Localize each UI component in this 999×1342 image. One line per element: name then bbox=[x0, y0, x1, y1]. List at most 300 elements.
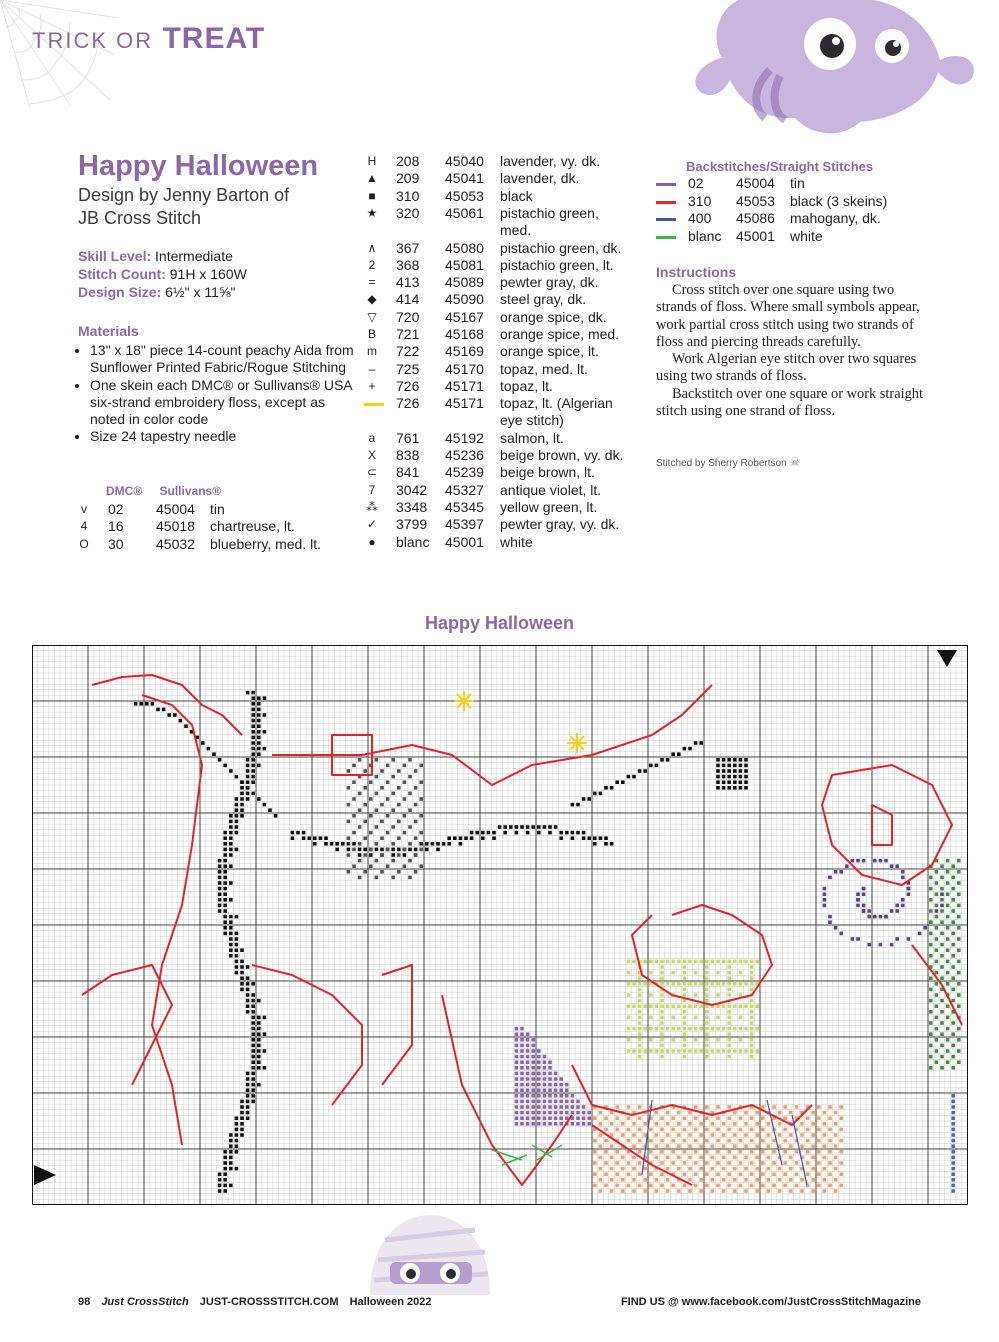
stitch-block bbox=[246, 1010, 250, 1014]
stitch-block bbox=[811, 1178, 815, 1182]
stitch-symbol: ⁂ bbox=[366, 500, 378, 514]
stitch-block bbox=[419, 864, 423, 868]
stitch-block bbox=[839, 932, 843, 936]
stitch-block bbox=[705, 1150, 709, 1154]
stitch-block bbox=[739, 960, 743, 964]
stitch-block bbox=[453, 836, 457, 840]
dmc-number: 30 bbox=[108, 535, 124, 552]
stitch-block bbox=[257, 696, 261, 700]
stitch-block bbox=[251, 1010, 255, 1014]
stitch-block bbox=[828, 876, 832, 880]
stitch-block bbox=[828, 1184, 832, 1188]
dmc-number: 3042 bbox=[396, 481, 428, 498]
stitch-block bbox=[526, 1122, 530, 1126]
stitch-block bbox=[162, 708, 166, 712]
stitch-block bbox=[649, 960, 653, 964]
stitch-block bbox=[531, 1060, 535, 1064]
stitch-block bbox=[358, 758, 362, 762]
stitch-block bbox=[660, 1172, 664, 1176]
stitch-block bbox=[694, 1049, 698, 1053]
color-name: orange spice, dk. bbox=[500, 308, 607, 325]
stitch-block bbox=[957, 904, 961, 908]
stitch-block bbox=[627, 1027, 631, 1031]
stitch-block bbox=[520, 1055, 524, 1059]
stitch-block bbox=[699, 1144, 703, 1148]
stitch-block bbox=[347, 870, 351, 874]
stitch-block bbox=[772, 1105, 776, 1109]
stitch-block bbox=[660, 1032, 664, 1036]
stitch-block bbox=[375, 758, 379, 762]
stitch-block bbox=[571, 1100, 575, 1104]
stitch-block bbox=[604, 836, 608, 840]
stitch-block bbox=[660, 993, 664, 997]
dmc-number: 725 bbox=[396, 360, 420, 377]
stitch-block bbox=[778, 1122, 782, 1126]
stitch-block bbox=[246, 1105, 250, 1109]
stitch-block bbox=[599, 1167, 603, 1171]
stitch-block bbox=[750, 1055, 754, 1059]
stitch-block bbox=[459, 836, 463, 840]
stitch-block bbox=[263, 803, 267, 807]
stitch-block bbox=[739, 1150, 743, 1154]
stitch-block bbox=[218, 876, 222, 880]
sullivans-number: 45053 bbox=[736, 192, 775, 209]
stitch-block bbox=[683, 747, 687, 751]
stitch-block bbox=[554, 1105, 558, 1109]
stitch-block bbox=[548, 1083, 552, 1087]
stitch-block bbox=[923, 926, 927, 930]
stitch-block bbox=[251, 741, 255, 745]
stitch-block bbox=[705, 1055, 709, 1059]
stitch-block bbox=[543, 1077, 547, 1081]
stitch-block bbox=[677, 1027, 681, 1031]
stitch-block bbox=[839, 1128, 843, 1132]
stitch-block bbox=[593, 1161, 597, 1165]
stitch-block bbox=[951, 1184, 955, 1188]
dmc-number: 02 bbox=[688, 175, 704, 191]
backstitch-color-line bbox=[656, 236, 676, 239]
cross-stitch-chart bbox=[32, 645, 968, 1205]
stitch-block bbox=[929, 887, 933, 891]
stitch-block bbox=[218, 758, 222, 762]
stitch-block bbox=[599, 792, 603, 796]
stitch-block bbox=[823, 1122, 827, 1126]
stitch-block bbox=[240, 1100, 244, 1104]
stitch-block bbox=[716, 971, 720, 975]
stitch-block bbox=[705, 965, 709, 969]
stitch-block bbox=[711, 1167, 715, 1171]
stitch-block bbox=[727, 764, 731, 768]
stitch-block bbox=[940, 1021, 944, 1025]
stitch-block bbox=[515, 1088, 519, 1092]
stitch-block bbox=[470, 836, 474, 840]
sullivans-number: 45001 bbox=[445, 533, 484, 550]
stitch-block bbox=[638, 1044, 642, 1048]
stitch-block bbox=[632, 1167, 636, 1171]
stitch-block bbox=[391, 842, 395, 846]
stitch-block bbox=[571, 1122, 575, 1126]
stitch-block bbox=[223, 848, 227, 852]
stitch-block bbox=[223, 842, 227, 846]
stitch-block bbox=[582, 1111, 586, 1115]
stitch-block bbox=[935, 937, 939, 941]
stitch-block bbox=[660, 1150, 664, 1154]
footer-right bbox=[621, 1296, 921, 1308]
stitch-block bbox=[727, 1016, 731, 1020]
sullivans-number: 45004 bbox=[736, 175, 775, 191]
stitch-block bbox=[800, 1178, 804, 1182]
color-name: topaz, lt. bbox=[500, 377, 553, 394]
stitch-block bbox=[683, 1004, 687, 1008]
stitch-block bbox=[380, 848, 384, 852]
stitch-block bbox=[543, 1060, 547, 1064]
stitch-block bbox=[632, 1144, 636, 1148]
stitch-block bbox=[935, 870, 939, 874]
stitch-block bbox=[229, 1144, 233, 1148]
stitch-block bbox=[705, 1027, 709, 1031]
stitch-block bbox=[750, 1038, 754, 1042]
stitch-block bbox=[694, 1150, 698, 1154]
stitch-block bbox=[599, 1156, 603, 1160]
stitch-block bbox=[744, 1004, 748, 1008]
stitch-block bbox=[711, 1133, 715, 1137]
color-name: blueberry, med. lt. bbox=[210, 535, 322, 552]
dmc-number: 320 bbox=[396, 204, 420, 221]
stitch-block bbox=[761, 1116, 765, 1120]
stitch-block bbox=[610, 1178, 614, 1182]
stitch-block bbox=[347, 803, 351, 807]
stitch-block bbox=[526, 1072, 530, 1076]
stitch-block bbox=[783, 1150, 787, 1154]
color-name: pistachio green, bbox=[500, 204, 599, 221]
stitch-block bbox=[251, 1049, 255, 1053]
stitch-block bbox=[520, 1038, 524, 1042]
stitch-block bbox=[352, 842, 356, 846]
stitch-block bbox=[599, 1111, 603, 1115]
color-name: black bbox=[500, 187, 533, 204]
stitch-block bbox=[951, 909, 955, 913]
stitch-block bbox=[834, 1167, 838, 1171]
stitch-block bbox=[733, 1144, 737, 1148]
stitch-block bbox=[246, 999, 250, 1003]
stitch-block bbox=[481, 836, 485, 840]
stitch-block bbox=[515, 1044, 519, 1048]
stitch-block bbox=[246, 1077, 250, 1081]
stitch-block bbox=[515, 825, 519, 829]
stitch-block bbox=[660, 1116, 664, 1120]
stitch-block bbox=[627, 1105, 631, 1109]
stitch-block bbox=[526, 1044, 530, 1048]
stitch-block bbox=[604, 1161, 608, 1165]
stitch-block bbox=[733, 1133, 737, 1137]
stitch-block bbox=[957, 971, 961, 975]
stitch-block bbox=[811, 1156, 815, 1160]
stitch-block bbox=[604, 1139, 608, 1143]
stitch-block bbox=[806, 1128, 810, 1132]
color-name: antique violet, lt. bbox=[500, 481, 602, 498]
stitch-block bbox=[263, 1049, 267, 1053]
stitch-block bbox=[951, 1105, 955, 1109]
stitch-block bbox=[778, 1189, 782, 1193]
stitch-block bbox=[251, 1016, 255, 1020]
stitch-block bbox=[251, 736, 255, 740]
stitch-block bbox=[576, 1116, 580, 1120]
stitch-block bbox=[251, 1032, 255, 1036]
stitch-block bbox=[571, 1094, 575, 1098]
stitch-block bbox=[677, 1156, 681, 1160]
stitch-block bbox=[694, 1172, 698, 1176]
stitch-block bbox=[733, 780, 737, 784]
stitch-block bbox=[716, 1172, 720, 1176]
stitch-block bbox=[767, 1178, 771, 1182]
stitch-block bbox=[677, 982, 681, 986]
stitch-block bbox=[358, 853, 362, 857]
stitch-block bbox=[391, 853, 395, 857]
stitch-block bbox=[699, 1178, 703, 1182]
stitch-block bbox=[660, 1139, 664, 1143]
stitch-block bbox=[587, 1116, 591, 1120]
dmc-number: 368 bbox=[396, 256, 420, 273]
stitch-block bbox=[515, 1049, 519, 1053]
stitch-block bbox=[739, 1027, 743, 1031]
stitch-block bbox=[660, 1027, 664, 1031]
stitch-block bbox=[929, 1021, 933, 1025]
stitch-block bbox=[688, 1189, 692, 1193]
facebook-url[interactable]: www.facebook.com/JustCrossStitchMagazine bbox=[681, 1296, 921, 1308]
stitch-block bbox=[862, 859, 866, 863]
stitch-symbol: 2 bbox=[368, 257, 376, 272]
stitch-block bbox=[403, 864, 407, 868]
stitch-block bbox=[733, 960, 737, 964]
stitch-block bbox=[386, 780, 390, 784]
stitch-block bbox=[414, 803, 418, 807]
stitch-block bbox=[632, 1178, 636, 1182]
stitch-block bbox=[240, 814, 244, 818]
stitch-block bbox=[419, 780, 423, 784]
stitch-block bbox=[660, 1010, 664, 1014]
stitch-block bbox=[235, 1150, 239, 1154]
stitch-block bbox=[727, 769, 731, 773]
stitch-block bbox=[240, 1116, 244, 1120]
instructions-heading: Instructions bbox=[656, 264, 737, 280]
stitch-block bbox=[638, 1021, 642, 1025]
stitch-block bbox=[677, 1189, 681, 1193]
stitch-block bbox=[862, 909, 866, 913]
stitch-block bbox=[705, 1116, 709, 1120]
stitch-block bbox=[627, 971, 631, 975]
sullivans-number: 45169 bbox=[445, 343, 484, 360]
dmc-number: 726 bbox=[396, 395, 420, 412]
stitch-block bbox=[716, 1049, 720, 1053]
stitch-block bbox=[733, 1156, 737, 1160]
issue-name: Halloween 2022 bbox=[349, 1296, 432, 1308]
stitch-block bbox=[789, 1178, 793, 1182]
stitched-by-credit bbox=[656, 455, 800, 469]
stitch-block bbox=[403, 848, 407, 852]
stitch-block bbox=[643, 1189, 647, 1193]
stitch-block bbox=[363, 769, 367, 773]
stitch-block bbox=[543, 1094, 547, 1098]
sullivans-number: 45086 bbox=[736, 210, 775, 226]
skill-value: Intermediate bbox=[155, 248, 233, 264]
stitch-block bbox=[688, 1027, 692, 1031]
stitch-block bbox=[957, 960, 961, 964]
stitch-block bbox=[711, 960, 715, 964]
stitch-block bbox=[839, 870, 843, 874]
stitch-block bbox=[828, 1116, 832, 1120]
stitch-block bbox=[929, 943, 933, 947]
magazine-site: JUST-CROSSSTITCH.COM bbox=[199, 1296, 339, 1308]
stitch-block bbox=[957, 1060, 961, 1064]
stitch-block bbox=[251, 747, 255, 751]
stitch-block bbox=[755, 1189, 759, 1193]
stitch-block bbox=[683, 1116, 687, 1120]
stitch-block bbox=[363, 870, 367, 874]
stitch-block bbox=[683, 1139, 687, 1143]
stitch-block bbox=[397, 853, 401, 857]
stitch-block bbox=[257, 999, 261, 1003]
stitch-block bbox=[851, 937, 855, 941]
stitch-block bbox=[733, 1178, 737, 1182]
stitch-block bbox=[716, 1184, 720, 1188]
stitch-block bbox=[643, 1178, 647, 1182]
stitch-block bbox=[218, 881, 222, 885]
stitch-block bbox=[520, 1077, 524, 1081]
materials-item: • One skein each DMC® or Sullivans® USA six-strand embroidery floss, except as noted in color code bbox=[90, 377, 362, 429]
stitch-block bbox=[503, 825, 507, 829]
stitch-block bbox=[946, 1038, 950, 1042]
stitch-block bbox=[380, 786, 384, 790]
stitch-block bbox=[666, 1122, 670, 1126]
stitch-block bbox=[750, 1027, 754, 1031]
stitch-block bbox=[593, 1184, 597, 1188]
stitch-block bbox=[251, 1088, 255, 1092]
stitch-block bbox=[935, 982, 939, 986]
stitch-block bbox=[179, 719, 183, 723]
color-name: yellow green, lt. bbox=[500, 499, 598, 515]
stitch-block bbox=[951, 1161, 955, 1165]
stitch-block bbox=[610, 1156, 614, 1160]
stitch-block bbox=[246, 1094, 250, 1098]
stitch-block bbox=[800, 1133, 804, 1137]
stitch-block bbox=[229, 954, 233, 958]
stitch-block bbox=[621, 1133, 625, 1137]
stitch-block bbox=[397, 848, 401, 852]
stitch-block bbox=[643, 982, 647, 986]
stitch-block bbox=[229, 836, 233, 840]
stitch-block bbox=[543, 1088, 547, 1092]
stitch-block bbox=[531, 1111, 535, 1115]
stitch-block bbox=[806, 1161, 810, 1165]
stitch-block bbox=[929, 1044, 933, 1048]
stitch-block bbox=[414, 820, 418, 824]
stitch-block bbox=[246, 1116, 250, 1120]
stitch-block bbox=[795, 1161, 799, 1165]
chart-title: Happy Halloween bbox=[424, 613, 575, 633]
stitch-block bbox=[694, 1004, 698, 1008]
stitch-block bbox=[744, 1049, 748, 1053]
materials-item: • Size 24 tapestry needle bbox=[90, 428, 362, 445]
stitch-block bbox=[621, 1156, 625, 1160]
stitch-block bbox=[587, 1111, 591, 1115]
stitch-block bbox=[263, 1066, 267, 1070]
stitch-block bbox=[750, 982, 754, 986]
stitch-block bbox=[604, 1128, 608, 1132]
stitch-block bbox=[481, 831, 485, 835]
stitch-block bbox=[733, 764, 737, 768]
stitch-block bbox=[666, 982, 670, 986]
stitch-block bbox=[666, 1004, 670, 1008]
stitch-block bbox=[946, 892, 950, 896]
stitch-block bbox=[660, 1021, 664, 1025]
stitch-block bbox=[408, 859, 412, 863]
find-us-label: FIND US @ bbox=[620, 1296, 679, 1308]
stitch-block bbox=[940, 976, 944, 980]
stitch-block bbox=[694, 1128, 698, 1132]
stitch-block bbox=[733, 982, 737, 986]
stitch-block bbox=[229, 926, 233, 930]
stitch-block bbox=[576, 1100, 580, 1104]
stitch-block bbox=[755, 1049, 759, 1053]
stitch-block bbox=[251, 780, 255, 784]
stitch-block bbox=[498, 825, 502, 829]
stitch-block bbox=[632, 960, 636, 964]
sullivans-number: 45053 bbox=[445, 187, 484, 204]
stitch-block bbox=[699, 960, 703, 964]
footer-left bbox=[78, 1296, 432, 1308]
sullivans-number: 45041 bbox=[445, 170, 484, 187]
stitch-block bbox=[347, 820, 351, 824]
stitch-block bbox=[375, 792, 379, 796]
skill-label: Skill Level: bbox=[78, 248, 152, 264]
color-name: pewter gray, vy. dk. bbox=[500, 516, 620, 533]
stitch-block bbox=[397, 820, 401, 824]
stitch-block bbox=[750, 1116, 754, 1120]
stitch-symbol: + bbox=[368, 378, 376, 393]
stitch-block bbox=[744, 764, 748, 768]
stitch-block bbox=[475, 831, 479, 835]
stitch-block bbox=[823, 1178, 827, 1182]
stitch-block bbox=[223, 932, 227, 936]
stitch-block bbox=[397, 870, 401, 874]
stitch-block bbox=[951, 1111, 955, 1115]
stitch-block bbox=[408, 808, 412, 812]
stitch-block bbox=[946, 926, 950, 930]
stitch-block bbox=[627, 1004, 631, 1008]
stitch-block bbox=[229, 825, 233, 829]
stitch-block bbox=[526, 1066, 530, 1070]
stitch-block bbox=[643, 1122, 647, 1126]
stitch-block bbox=[951, 1178, 955, 1182]
stitch-block bbox=[246, 993, 250, 997]
stitch-block bbox=[671, 1128, 675, 1132]
stitch-block bbox=[671, 982, 675, 986]
skull-icon: ☠ bbox=[789, 455, 801, 469]
stitch-block bbox=[134, 702, 138, 706]
stitch-block bbox=[705, 1105, 709, 1109]
stitch-block bbox=[638, 1172, 642, 1176]
dmc-number: 722 bbox=[396, 343, 420, 360]
stitch-block bbox=[823, 1156, 827, 1160]
stitch-block bbox=[537, 1077, 541, 1081]
stitch-block bbox=[767, 1167, 771, 1171]
stitch-block bbox=[929, 876, 933, 880]
stitch-block bbox=[716, 960, 720, 964]
stitch-block bbox=[375, 859, 379, 863]
stitch-block bbox=[856, 904, 860, 908]
stitch-block bbox=[727, 1116, 731, 1120]
stitch-block bbox=[419, 831, 423, 835]
